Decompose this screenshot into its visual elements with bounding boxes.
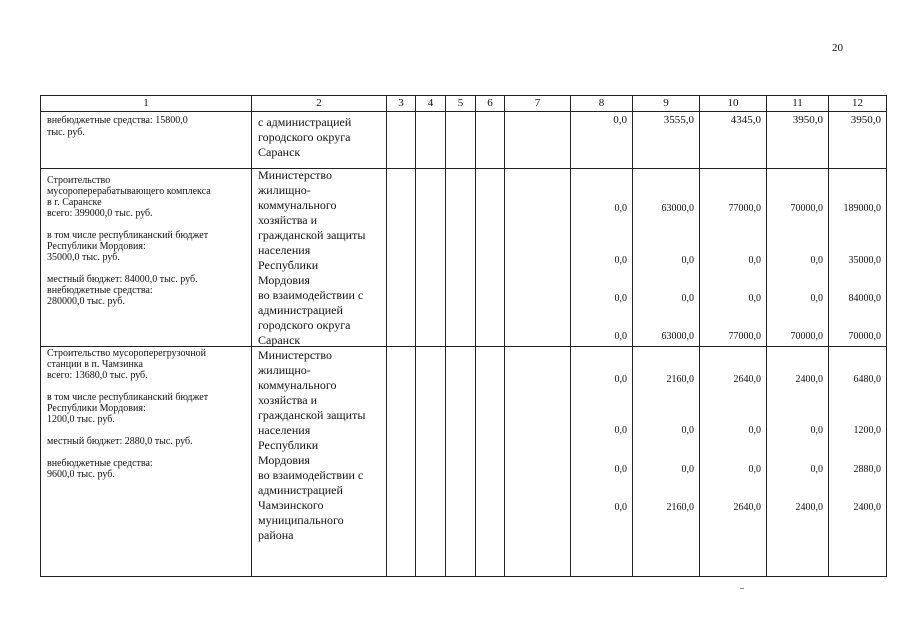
empty-cell — [387, 169, 416, 347]
value: 2160,0 — [666, 374, 694, 385]
description-line: в том числе республиканский бюджет — [47, 392, 209, 403]
page-number: 20 — [832, 42, 843, 54]
executor-line: гражданской защиты — [258, 228, 366, 242]
executor-line: Мордовия — [258, 453, 310, 467]
description-line: внебюджетные средства: — [47, 285, 153, 296]
description-line: в г. Саранске — [47, 197, 102, 208]
empty-cell — [446, 169, 476, 347]
table-row — [41, 169, 887, 347]
value: 70000,0 — [790, 331, 823, 342]
description-line: местный бюджет: 84000,0 тыс. руб. — [47, 274, 198, 285]
executor-line: хозяйства и — [258, 213, 318, 227]
value: 0,0 — [810, 255, 823, 266]
executor-line: Саранск — [258, 333, 301, 347]
value: 0,0 — [748, 464, 761, 475]
empty-cell — [446, 112, 476, 169]
value: 3555,0 — [663, 114, 694, 126]
description-line: всего: 13680,0 тыс. руб. — [47, 370, 148, 381]
value: 0,0 — [613, 114, 627, 126]
value: 63000,0 — [661, 331, 694, 342]
empty-cell — [387, 112, 416, 169]
value-cell — [633, 112, 700, 169]
table-row — [41, 112, 887, 169]
empty-cell — [505, 169, 571, 347]
description-line: 35000,0 тыс. руб. — [47, 252, 120, 263]
description-line: Строительство мусороперегрузочной — [47, 348, 207, 359]
value: 1200,0 — [853, 425, 881, 436]
empty-cell — [476, 112, 505, 169]
empty-cell — [416, 112, 446, 169]
executor-line: Чамзинского — [258, 498, 324, 512]
executor-line: Республики — [258, 258, 319, 272]
description-cell — [41, 169, 252, 347]
executor-line: жилищно- — [258, 363, 311, 377]
value: 2400,0 — [853, 502, 881, 513]
value: 4345,0 — [730, 114, 761, 126]
budget-table — [40, 95, 887, 577]
value: 0,0 — [681, 255, 694, 266]
value: 2640,0 — [733, 374, 761, 385]
description-line: тыс. руб. — [47, 127, 85, 138]
value: 0,0 — [614, 203, 627, 214]
header-cell: 4 — [416, 96, 446, 112]
value: 63000,0 — [661, 203, 694, 214]
executor-line: Республики — [258, 438, 319, 452]
empty-cell — [416, 347, 446, 577]
executor-line: коммунального — [258, 198, 337, 212]
value: 0,0 — [681, 464, 694, 475]
description-line: всего: 399000,0 тыс. руб. — [47, 208, 153, 219]
header-row — [41, 96, 887, 112]
value: 0,0 — [810, 464, 823, 475]
value: 84000,0 — [848, 293, 881, 304]
value: 0,0 — [614, 255, 627, 266]
value: 3950,0 — [850, 114, 881, 126]
executor-line: во взаимодействии с — [258, 288, 364, 302]
description-line: 9600,0 тыс. руб. — [47, 469, 115, 480]
executor-line: хозяйства и — [258, 393, 318, 407]
description-line: в том числе республиканский бюджет — [47, 230, 209, 241]
value-cell — [633, 347, 700, 577]
value: 0,0 — [681, 293, 694, 304]
header-cell: 5 — [446, 96, 476, 112]
executor-line: администрацией — [258, 303, 343, 317]
description-line: мусороперерабатывающего комплекса — [47, 186, 211, 197]
executor-cell — [252, 347, 387, 577]
description-line: Республики Мордовия: — [47, 403, 146, 414]
value-cell — [829, 169, 887, 347]
value: 0,0 — [614, 374, 627, 385]
value: 189000,0 — [843, 203, 881, 214]
executor-line: с администрацией — [258, 115, 352, 129]
value: 2400,0 — [795, 502, 823, 513]
scan-speck — [740, 588, 744, 589]
value-cell — [571, 112, 633, 169]
value: 0,0 — [614, 425, 627, 436]
value: 0,0 — [748, 255, 761, 266]
executor-line: Министерство — [258, 348, 332, 362]
executor-line: коммунального — [258, 378, 337, 392]
value-cell — [767, 347, 829, 577]
value: 77000,0 — [728, 203, 761, 214]
header-cell: 7 — [505, 96, 571, 112]
executor-line: населения — [258, 243, 311, 257]
empty-cell — [387, 347, 416, 577]
value-cell — [633, 169, 700, 347]
value: 70000,0 — [790, 203, 823, 214]
value: 2880,0 — [853, 464, 881, 475]
empty-cell — [476, 169, 505, 347]
value-cell — [700, 112, 767, 169]
value-cell — [829, 347, 887, 577]
description-line: местный бюджет: 2880,0 тыс. руб. — [47, 436, 193, 447]
value-cell — [829, 112, 887, 169]
executor-line: Саранск — [258, 145, 301, 159]
empty-cell — [416, 169, 446, 347]
executor-cell — [252, 112, 387, 169]
value: 77000,0 — [728, 331, 761, 342]
header-cell: 8 — [571, 96, 633, 112]
description-line: Строительство — [47, 175, 111, 186]
executor-line: жилищно- — [258, 183, 311, 197]
value: 0,0 — [681, 425, 694, 436]
value-cell — [571, 169, 633, 347]
description-cell — [41, 347, 252, 577]
header-cell: 11 — [767, 96, 829, 112]
executor-line: администрацией — [258, 483, 343, 497]
description-line: станции в п. Чамзинка — [47, 359, 143, 370]
executor-line: городского округа — [258, 318, 351, 332]
value-cell — [571, 347, 633, 577]
value: 3950,0 — [792, 114, 823, 126]
header-cell: 12 — [829, 96, 887, 112]
header-cell: 2 — [252, 96, 387, 112]
executor-line: муниципального — [258, 513, 344, 527]
empty-cell — [505, 112, 571, 169]
executor-line: во взаимодействии с — [258, 468, 364, 482]
executor-line: гражданской защиты — [258, 408, 366, 422]
value: 0,0 — [748, 293, 761, 304]
value: 0,0 — [810, 425, 823, 436]
description-line: 280000,0 тыс. руб. — [47, 296, 125, 307]
executor-line: Мордовия — [258, 273, 310, 287]
value: 0,0 — [748, 425, 761, 436]
value: 35000,0 — [848, 255, 881, 266]
description-line: внебюджетные средства: 15800,0 — [47, 115, 188, 126]
value-cell — [700, 347, 767, 577]
value-cell — [700, 169, 767, 347]
value: 0,0 — [614, 502, 627, 513]
value: 70000,0 — [848, 331, 881, 342]
value: 6480,0 — [853, 374, 881, 385]
value: 0,0 — [614, 331, 627, 342]
executor-cell — [252, 169, 387, 347]
value-cell — [767, 169, 829, 347]
value: 0,0 — [810, 293, 823, 304]
executor-line: района — [258, 528, 294, 542]
header-cell: 1 — [41, 96, 252, 112]
executor-line: городского округа — [258, 130, 351, 144]
value: 0,0 — [614, 293, 627, 304]
description-line: Республики Мордовия: — [47, 241, 146, 252]
header-cell: 10 — [700, 96, 767, 112]
header-cell: 9 — [633, 96, 700, 112]
description-cell — [41, 112, 252, 169]
value-cell — [767, 112, 829, 169]
description-line: внебюджетные средства: — [47, 458, 153, 469]
value: 2640,0 — [733, 502, 761, 513]
value: 0,0 — [614, 464, 627, 475]
description-line: 1200,0 тыс. руб. — [47, 414, 115, 425]
executor-line: населения — [258, 423, 311, 437]
value: 2400,0 — [795, 374, 823, 385]
empty-cell — [476, 347, 505, 577]
empty-cell — [446, 347, 476, 577]
header-cell: 3 — [387, 96, 416, 112]
executor-line: Министерство — [258, 168, 332, 182]
table-row — [41, 347, 887, 577]
empty-cell — [505, 347, 571, 577]
value: 2160,0 — [666, 502, 694, 513]
header-cell: 6 — [476, 96, 505, 112]
